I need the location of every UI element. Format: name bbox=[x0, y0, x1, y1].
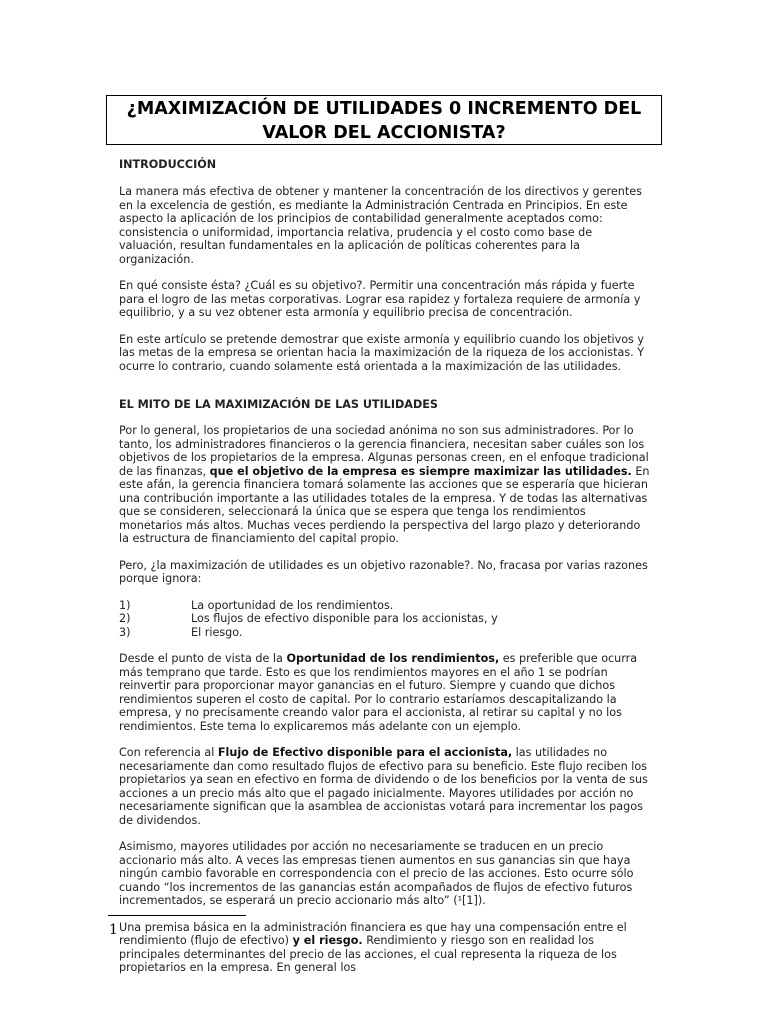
list-item bbox=[119, 612, 651, 626]
paragraph-intro-3: En este artículo se pretende demostrar que existe armonía y equilibrio cuando los objetivos y las metas de la empresa se orientan hacia la maximización de la riqueza de los accionistas. Y ocurre lo contrario, cuando solamente está orientada a la maximización de las utilidades. bbox=[119, 332, 645, 373]
section-heading-mito: EL MITO DE LA MAXIMIZACIÓN DE LAS UTILIDADES bbox=[119, 398, 438, 411]
paragraph-intro-1: La manera más efectiva de obtener y mantener la concentración de los directivos y gerentes en la excelencia de gestión, es mediante la Administración Centrada en Principios. En este aspecto la aplicación de los principios de contabilidad generalmente aceptados como: consistencia o uniformidad, importancia relativa, prudencia y el costo como base de valuación, resultan fundamentales en la aplicación de políticas coherentes para la organización. bbox=[119, 185, 642, 266]
section-heading-introduccion: INTRODUCCIÓN bbox=[119, 158, 217, 171]
list-number: 1) bbox=[119, 598, 131, 612]
premisa-text-b: Rendimiento y riesgo son en realidad los principales determinantes del precio de las acciones, el cual representa la riqueza de los propietarios en la empresa. En general los bbox=[119, 934, 617, 974]
title-line-1: ¿MAXIMIZACIÓN DE UTILIDADES 0 INCREMENTO DEL bbox=[126, 99, 642, 119]
paragraph-flujo bbox=[119, 746, 651, 827]
list-number: 2) bbox=[119, 612, 131, 625]
list-item bbox=[119, 599, 651, 613]
page-number: 1 bbox=[109, 922, 118, 938]
list-number: 3) bbox=[119, 625, 131, 639]
paragraph-asimismo: Asimismo, mayores utilidades por acción no necesariamente se traducen en un precio accionario más alto. A veces las empresas tienen aumentos en sus ganancias sin que haya ningún cambio favorable en correspondencia con el precio de las acciones. Esto ocurre sólo cuando “los incrementos de las ganancias están acompañados de flujos de efectivo futuros incrementados, se esperará un precio accionario más alto” (¹[1]). bbox=[119, 840, 634, 907]
paragraph-oportunidad bbox=[119, 652, 651, 733]
mito-1-text-a: Por lo general, los propietarios de una sociedad anónima no son sus administradores. Por lo tanto, los administradores financieros o la gerencia financiera, necesitan saber cuáles son los objetivos de los propietarios de la empresa. Algunas personas creen, en el enfoque tradicional de las finanzas, bbox=[119, 424, 649, 478]
oportunidad-text-a: Desde el punto de vista de la bbox=[119, 652, 287, 665]
title-line-2: VALOR DEL ACCIONISTA? bbox=[262, 123, 506, 143]
paragraph-mito-1 bbox=[119, 424, 651, 546]
footnote-divider bbox=[108, 915, 246, 916]
premisa-bold: y el riesgo. bbox=[292, 934, 363, 947]
list-text: La oportunidad de los rendimientos. bbox=[191, 598, 394, 612]
document-title bbox=[106, 95, 662, 145]
premisa-text-a: Una premisa básica en la administración financiera es que hay una compensación entre el rendimiento (flujo de efectivo) bbox=[119, 920, 627, 947]
paragraph-mito-2: Pero, ¿la maximización de utilidades es un objetivo razonable?. No, fracasa por varias razones porque ignora: bbox=[119, 558, 648, 585]
paragraph-premisa bbox=[119, 921, 651, 975]
oportunidad-bold: Oportunidad de los rendimientos, bbox=[286, 652, 500, 665]
oportunidad-text-b: es preferible que ocurra más temprano que tarde. Esto es que los rendimientos mayores en el año 1 se podrían reinvertir para proporcionar mayor ganancias en el futuro. Siempre y cuando que dichos rendimientos superen el costo de capital. Por lo contrario estaríamos descapitalizando la empresa, y no precisamente creando valor para el accionista, al retirar su capital y no los rendimientos. Este tema lo explicaremos más adelante con un ejemplo. bbox=[119, 652, 638, 733]
paragraph-intro-2: En qué consiste ésta? ¿Cuál es su objetivo?. Permitir una concentración más rápida y fuerte para el logro de las metas corporativas. Lograr esa rapidez y fortaleza requiere de armonía y equilibrio, y a su vez obtener esta armonía y equilibrio precisa de concentración. bbox=[119, 279, 641, 319]
mito-1-text-b: En este afán, la gerencia financiera tomará solamente las acciones que se esperaría que hicieran una contribución importante a las utilidades totales de la empresa. Y de todas las alternativas que se consideren, seleccionará la única que se espera que tenga los rendimientos monetarios más altos. Muchas veces perdiendo la perspectiva del largo plazo y deteriorando la estructura de financiamiento del capital propio. bbox=[119, 464, 650, 545]
reasons-list bbox=[119, 599, 651, 640]
list-text: El riesgo. bbox=[191, 625, 243, 639]
mito-1-bold: que el objetivo de la empresa es siempre maximizar las utilidades. bbox=[209, 464, 632, 478]
list-item bbox=[119, 626, 651, 640]
flujo-bold: Flujo de Efectivo disponible para el accionista, bbox=[217, 746, 513, 759]
document-body bbox=[119, 158, 651, 988]
flujo-text-a: Con referencia al bbox=[119, 746, 218, 759]
list-text: Los flujos de efectivo disponible para los accionistas, y bbox=[191, 612, 498, 625]
flujo-text-b: las utilidades no necesariamente dan como resultado flujos de efectivo para su beneficio. Este flujo reciben los propietarios ya sean en efectivo en forma de dividendo o de los beneficios por la venta de sus acciones a un precio más alto que el pagado inicialmente. Mayores utilidades por acción no necesariamente significan que la asamblea de accionistas votará para incrementar los pagos de dividendos. bbox=[119, 746, 648, 827]
